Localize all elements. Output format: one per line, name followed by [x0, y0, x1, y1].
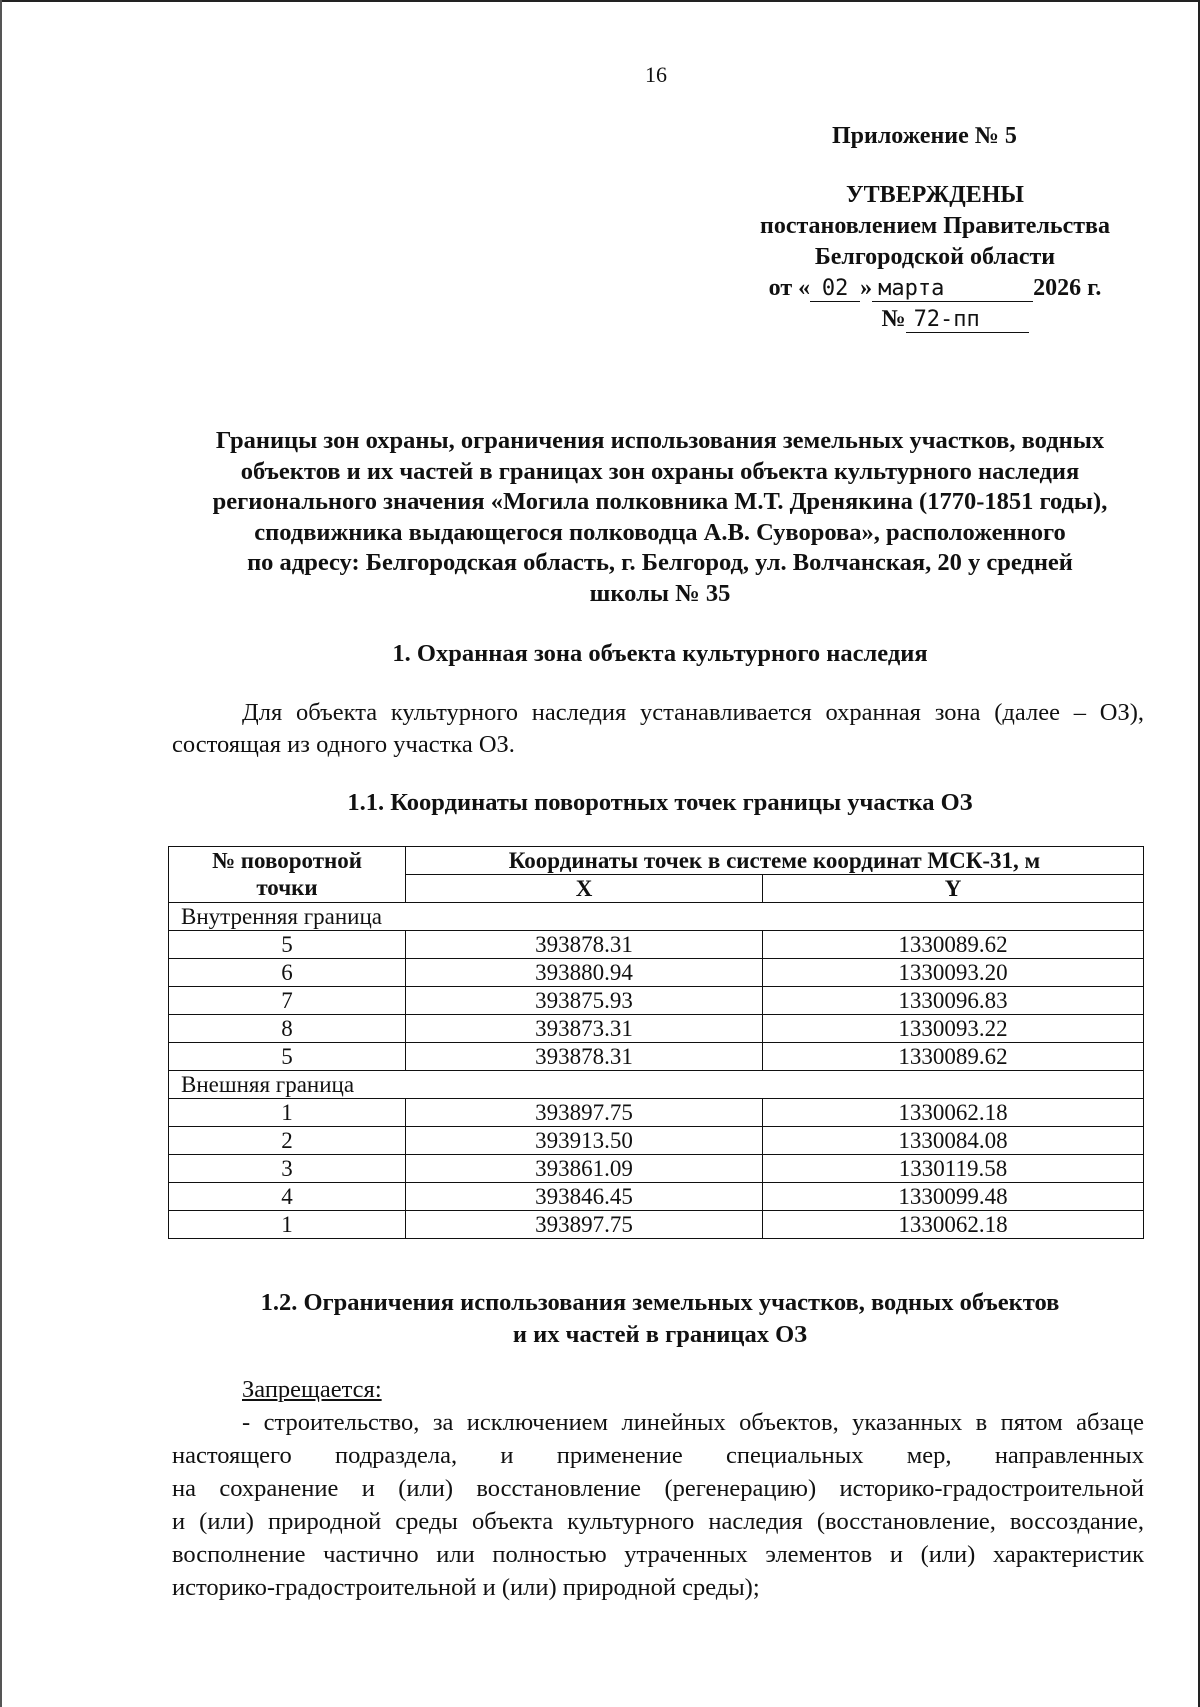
- y-cell: 1330093.20: [763, 959, 1144, 987]
- header-x-cell: X: [406, 875, 763, 903]
- paragraph-line: - строительство, за исключением линейных объектов, указанных в пятом абзаце: [242, 1409, 1144, 1436]
- header-coords-cell: Координаты точек в системе координат МСК-31, м: [406, 847, 1144, 875]
- y-cell: 1330089.62: [763, 1043, 1144, 1071]
- x-cell: 393897.75: [406, 1211, 763, 1239]
- x-cell: 393913.50: [406, 1127, 763, 1155]
- x-cell: 393875.93: [406, 987, 763, 1015]
- table-row: [169, 931, 1144, 959]
- appendix-label: Приложение № 5: [832, 123, 1017, 149]
- x-cell: 393880.94: [406, 959, 763, 987]
- coordinates-table: [168, 846, 1144, 1239]
- header-point-cell: № поворотной: [169, 847, 406, 875]
- date-year: 2026 г.: [1033, 275, 1102, 301]
- point-cell: 8: [169, 1015, 406, 1043]
- x-cell: 393846.45: [406, 1183, 763, 1211]
- point-cell: 1: [169, 1211, 406, 1239]
- date-mid: »: [860, 275, 873, 301]
- paragraph-line: историко-градостроительной и (или) природной среды);: [172, 1574, 760, 1601]
- x-cell: 393878.31: [406, 1043, 763, 1071]
- group-label-outer: Внешняя граница: [169, 1071, 1144, 1099]
- number-prefix: №: [881, 306, 906, 332]
- title-line: школы № 35: [589, 579, 731, 607]
- number-field: 72-пп: [906, 308, 1029, 333]
- approval-date-line: [700, 273, 1170, 304]
- date-prefix: от «: [768, 275, 811, 301]
- table-row: [169, 1043, 1144, 1071]
- paragraph-line: настоящего подраздела, и применение специальных мер, направленных: [172, 1442, 1144, 1469]
- section-1-2-heading-line-2: и их частей в границах ОЗ: [512, 1321, 808, 1348]
- group-label-inner: Внутренняя граница: [169, 903, 1144, 931]
- paragraph-line: на сохранение и (или) восстановление (регенерацию) историко-градостроительной: [172, 1475, 1144, 1502]
- point-cell: 5: [169, 1043, 406, 1071]
- table-subheader-row: [169, 875, 1144, 903]
- approval-line-2: Белгородской области: [814, 244, 1056, 270]
- title-line: по адресу: Белгородская область, г. Белгород, ул. Волчанская, 20 у средней: [247, 549, 1073, 576]
- y-cell: 1330119.58: [763, 1155, 1144, 1183]
- document-title: [160, 426, 1160, 609]
- point-cell: 5: [169, 931, 406, 959]
- section-1-2-paragraph: [172, 1406, 1144, 1604]
- y-cell: 1330062.18: [763, 1211, 1144, 1239]
- table-row: [169, 1127, 1144, 1155]
- point-cell: 2: [169, 1127, 406, 1155]
- point-cell: 1: [169, 1099, 406, 1127]
- approval-number-line: [700, 304, 1170, 335]
- x-cell: 393897.75: [406, 1099, 763, 1127]
- table-row: [169, 1155, 1144, 1183]
- y-cell: 1330099.48: [763, 1183, 1144, 1211]
- table-row: [169, 1099, 1144, 1127]
- section-1-heading: 1. Охранная зона объекта культурного наследия: [392, 640, 928, 667]
- title-line: Границы зон охраны, ограничения использования земельных участков, водных: [215, 427, 1105, 454]
- y-cell: 1330089.62: [763, 931, 1144, 959]
- table-header-row: [169, 847, 1144, 875]
- table-row: [169, 1183, 1144, 1211]
- prohibited-label: [242, 1374, 642, 1406]
- section-1-2-heading-line-1: 1.2. Ограничения использования земельных участков, водных объектов: [260, 1289, 1060, 1316]
- date-month-field: марта: [872, 277, 1033, 302]
- point-cell: 4: [169, 1183, 406, 1211]
- approval-block: [700, 180, 1170, 335]
- date-day-field: 02: [810, 277, 860, 302]
- y-cell: 1330096.83: [763, 987, 1144, 1015]
- group-row-inner: [169, 903, 1144, 931]
- prohibited-label-text: Запрещается:: [242, 1376, 382, 1403]
- table-row: [169, 987, 1144, 1015]
- section-1-1-heading: 1.1. Координаты поворотных точек границы участка ОЗ: [347, 789, 973, 816]
- approval-line-1: постановлением Правительства: [759, 213, 1110, 239]
- scan-edge-left: [0, 0, 2, 1707]
- paragraph-line: и (или) природной среды объекта культурного наследия (восстановление, воссоздание,: [172, 1508, 1144, 1535]
- table-row: [169, 1211, 1144, 1239]
- approval-title: УТВЕРЖДЕНЫ: [846, 182, 1024, 208]
- group-row-outer: [169, 1071, 1144, 1099]
- y-cell: 1330084.08: [763, 1127, 1144, 1155]
- x-cell: 393861.09: [406, 1155, 763, 1183]
- section-1-paragraph-text: Для объекта культурного наследия устанавливается охранная зона (далее – ОЗ), состоящая из одного участка ОЗ.: [172, 699, 1144, 758]
- paragraph-line: восполнение частично или полностью утраченных элементов и (или) характеристик: [172, 1541, 1144, 1568]
- title-line: регионального значения «Могила полковника М.Т. Дренякина (1770-1851 годы),: [212, 488, 1108, 515]
- y-cell: 1330093.22: [763, 1015, 1144, 1043]
- point-cell: 6: [169, 959, 406, 987]
- x-cell: 393878.31: [406, 931, 763, 959]
- scan-edge-top: [0, 0, 1200, 2]
- table-row: [169, 959, 1144, 987]
- x-cell: 393873.31: [406, 1015, 763, 1043]
- y-cell: 1330062.18: [763, 1099, 1144, 1127]
- header-y-cell: Y: [763, 875, 1144, 903]
- page-number: 16: [645, 62, 667, 87]
- point-cell: 3: [169, 1155, 406, 1183]
- header-point-cell-2: точки: [169, 875, 406, 903]
- point-cell: 7: [169, 987, 406, 1015]
- table-row: [169, 1015, 1144, 1043]
- section-1-paragraph: [172, 697, 1144, 761]
- title-line: объектов и их частей в границах зон охраны объекта культурного наследия: [240, 457, 1080, 485]
- title-line: сподвижника выдающегося полководца А.В. Суворова», расположенного: [254, 518, 1066, 546]
